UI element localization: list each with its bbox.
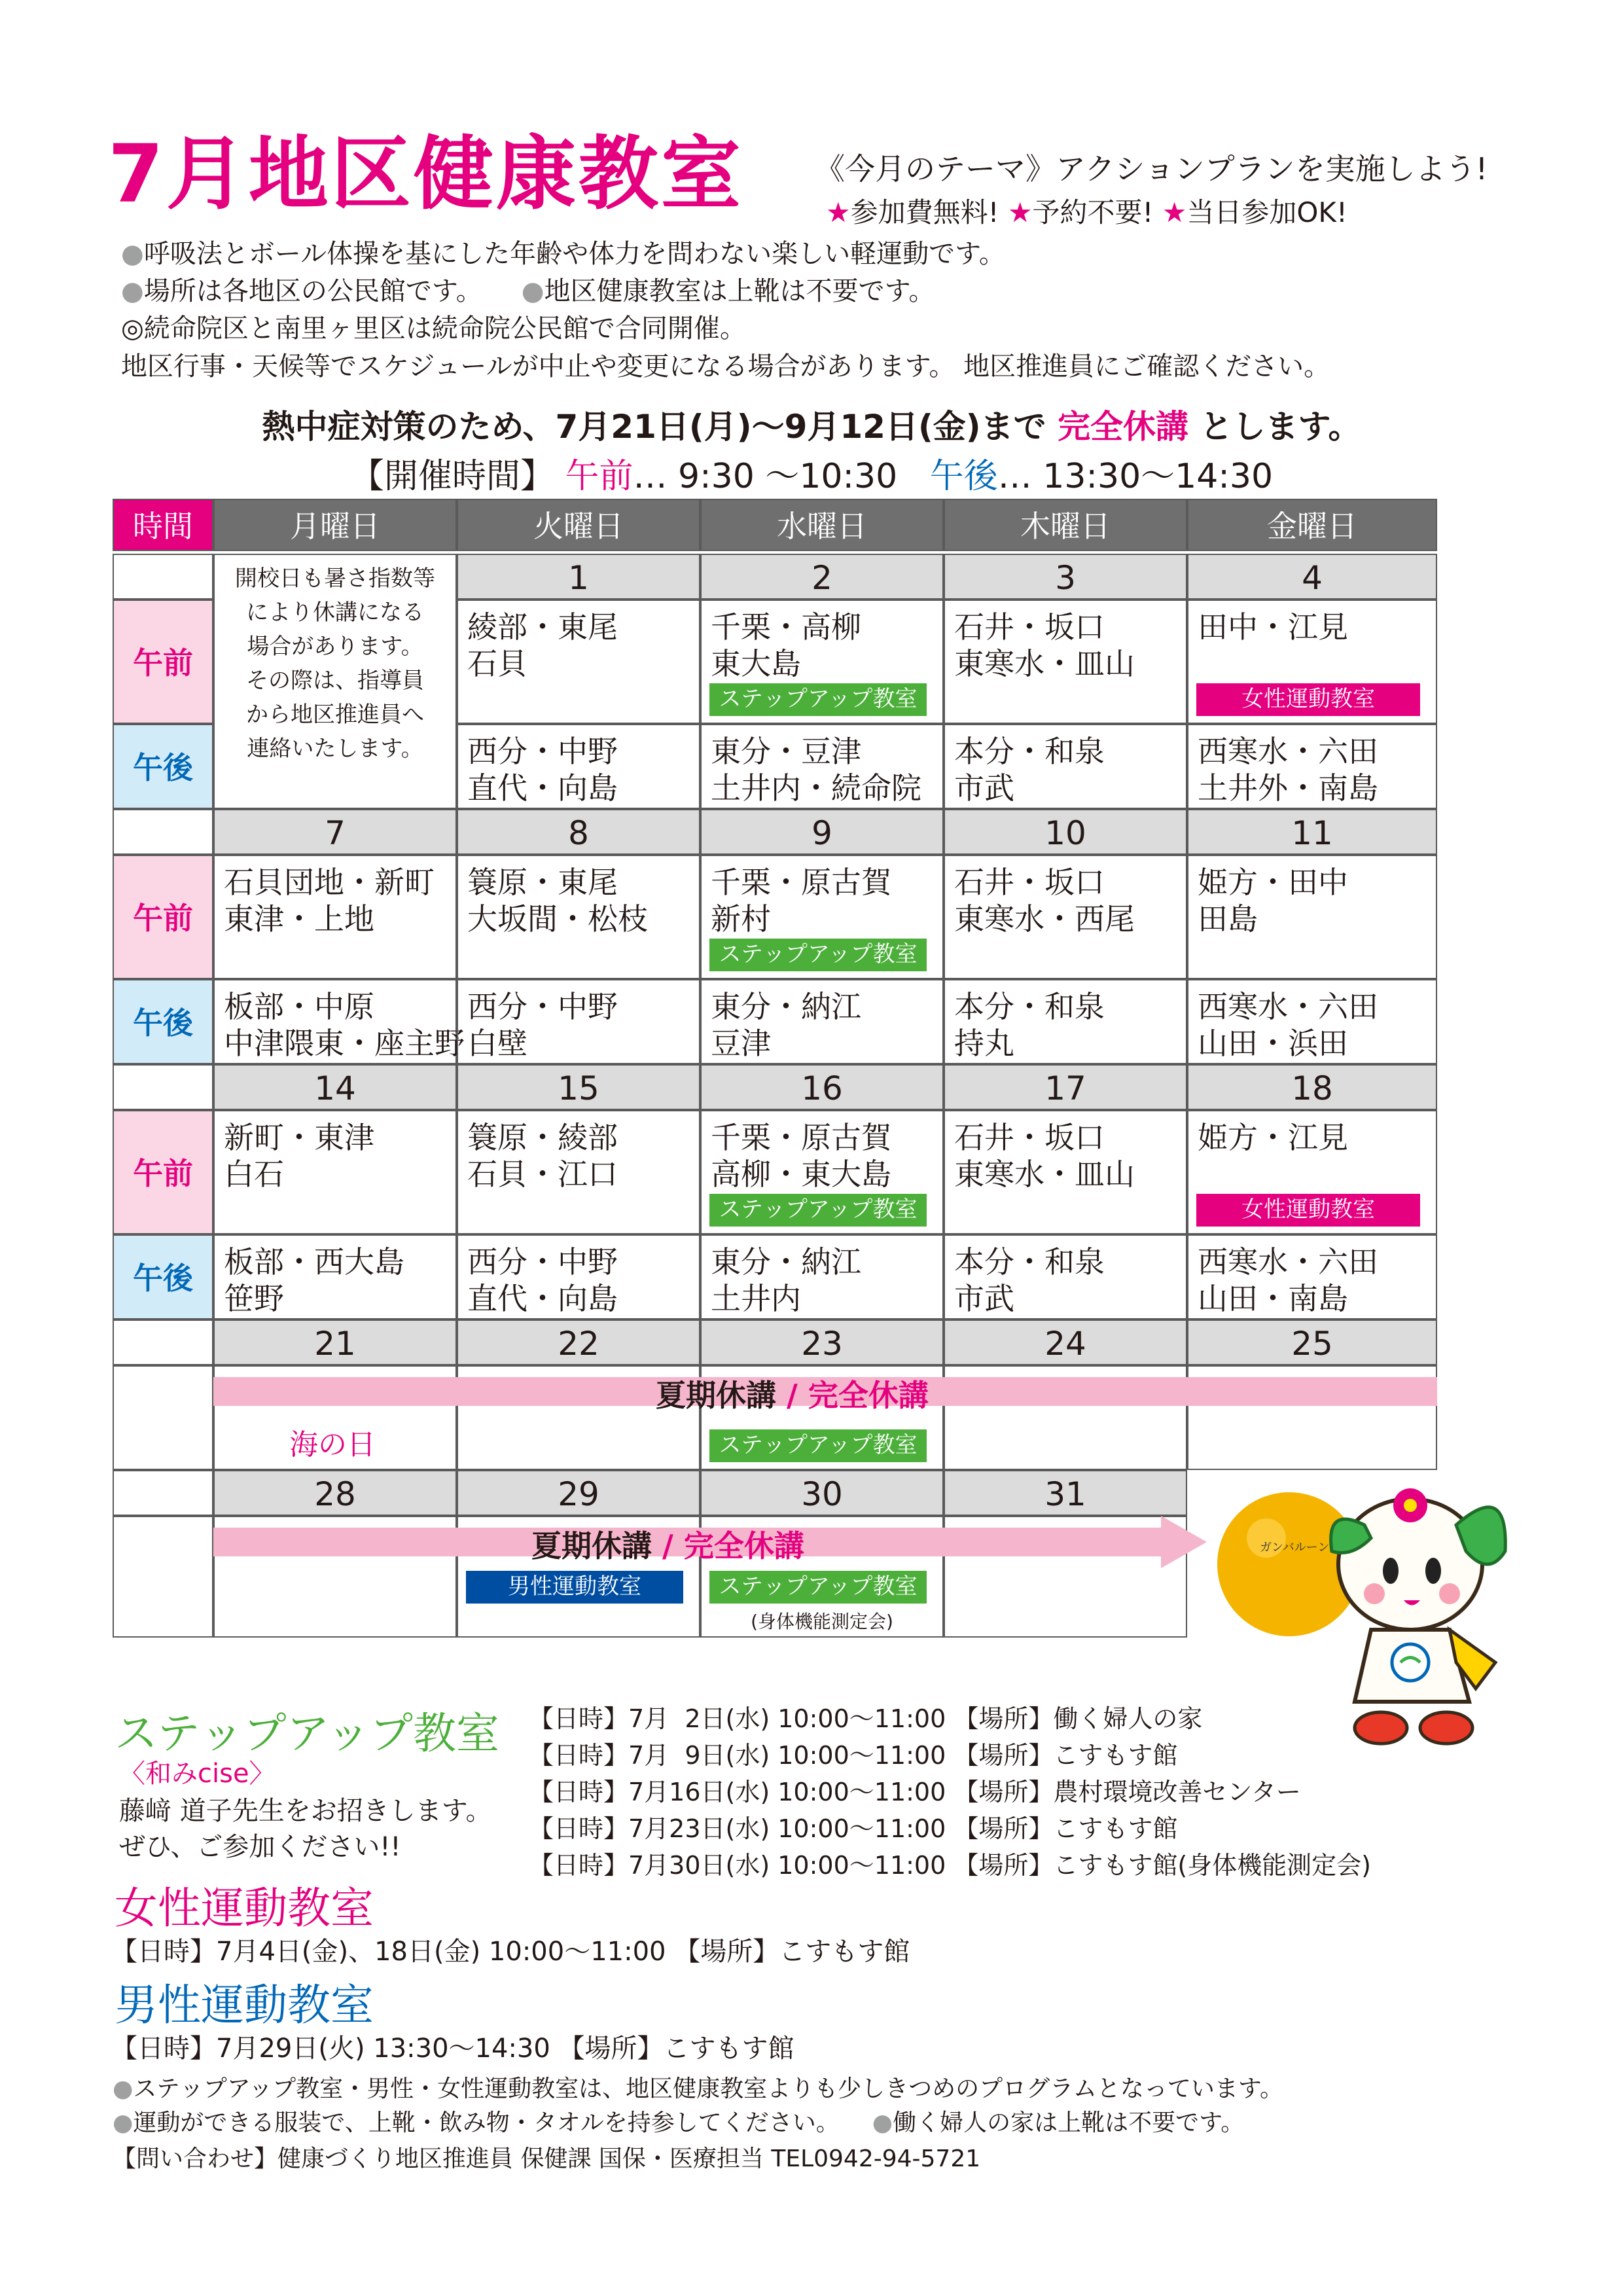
bullet-icon: ●: [113, 2075, 134, 2102]
empty-cell: [113, 809, 213, 855]
men-info: 【日時】7月29日(火) 13:30〜14:30 【場所】こすもす館: [111, 2034, 794, 2064]
men-title: 男性運動教室: [115, 1980, 374, 2030]
empty-cell: [113, 554, 213, 600]
pm-districts: 西分・中野 直代・向島: [457, 724, 700, 809]
stepup-class-tag: ステップアップ教室: [709, 1194, 927, 1227]
day-header: 月曜日: [213, 499, 457, 551]
free-item-sameday: 当日参加OK!: [1186, 196, 1347, 228]
footer-note-items: ●運動ができる服装で、上靴・飲み物・タオルを持参してください。 ●働く婦人の家は上靴は不要です。: [113, 2109, 1245, 2136]
date-cell: 1: [457, 554, 700, 600]
am-districts: 姫方・田中 田島: [1187, 855, 1437, 979]
date-cell: 7: [213, 809, 457, 855]
mascot-illustration: [1214, 1466, 1515, 1767]
date-cell: 10: [944, 809, 1187, 855]
day-header: 木曜日: [944, 499, 1187, 551]
date-cell: 29: [457, 1470, 700, 1516]
men-class-tag: 男性運動教室: [466, 1571, 683, 1604]
date-cell: 17: [944, 1064, 1187, 1110]
stepup-invite: ぜひ、ご参加ください!!: [119, 1832, 401, 1862]
pm-districts: 西分・中野 直代・向島: [457, 1234, 700, 1319]
ball-text: ガンバルーン: [1260, 1541, 1330, 1554]
date-cell: 2: [700, 554, 944, 600]
heat-notice: 熱中症対策のため、7月21日(月)〜9月12日(金)まで 完全休講 とします。: [262, 408, 1361, 446]
am-districts: 綾部・東尾 石貝: [457, 600, 700, 724]
am-districts: 石貝団地・新町 東津・上地: [213, 855, 457, 979]
date-cell: 11: [1187, 809, 1437, 855]
am-districts: 石井・坂口 東寒水・皿山: [944, 1110, 1187, 1234]
pm-label: 午後: [113, 979, 213, 1064]
star-icon: ★: [826, 196, 851, 228]
date-cell: 4: [1187, 554, 1437, 600]
date-cell: 31: [944, 1470, 1187, 1516]
note-exercise: ●呼吸法とボール体操を基にした年齢や体力を問わない楽しい軽運動です。: [121, 239, 1005, 269]
empty-cell: [113, 1516, 213, 1638]
pm-districts: 板部・西大島 笹野: [213, 1234, 457, 1319]
stepup-instructor: 藤﨑 道子先生をお招きします。: [119, 1796, 492, 1826]
free-item-fee: 参加費無料!: [850, 196, 999, 228]
star-icon: ★: [1162, 196, 1187, 228]
stepup-class-tag: ステップアップ教室: [709, 1429, 927, 1462]
pm-districts: 西寒水・六田 山田・南島: [1187, 1234, 1437, 1319]
page-title: 7月地区健康教室: [108, 128, 743, 221]
bullet-icon: ●: [121, 239, 144, 269]
am-districts: 簑原・東尾 大坂間・松枝: [457, 855, 700, 979]
holiday-label: 海の日: [289, 1428, 376, 1462]
am-districts: 石井・坂口 東寒水・皿山: [944, 600, 1187, 724]
date-cell: 21: [213, 1319, 457, 1365]
schedule-line: 【日時】7月30日(水) 10:00〜11:00 【場所】こすもす館(身体機能測定会): [529, 1851, 1372, 1880]
stepup-class-tag: ステップアップ教室: [709, 1571, 927, 1604]
women-title: 女性運動教室: [115, 1883, 374, 1933]
summer-break-label: 夏期休講 / 完全休講: [656, 1378, 929, 1413]
opening-hours: 【開催時間】 午前… 9:30 〜10:30 午後… 13:30〜14:30: [349, 457, 1274, 496]
empty-cell: [113, 1064, 213, 1110]
closure-note: 開校日も暑さ指数等 により休講になる 場合があります。 その際は、指導員 から地区推進員へ 連絡いたします。: [213, 554, 457, 809]
date-cell: 25: [1187, 1319, 1437, 1365]
pm-districts: 西分・中野 白壁: [457, 979, 700, 1064]
pm-districts: 東分・納江 土井内: [700, 1234, 944, 1319]
monthly-theme: 《今月のテーマ》アクションプランを実施しよう!: [815, 151, 1488, 187]
stepup-title: ステップアップ教室: [115, 1708, 500, 1759]
date-cell: 22: [457, 1319, 700, 1365]
am-districts: 新町・東津 白石: [213, 1110, 457, 1234]
am-label: 午前: [113, 600, 213, 724]
stepup-class-tag: ステップアップ教室: [709, 683, 927, 716]
pm-districts: 板部・中原 中津隈東・座主野: [213, 979, 457, 1064]
pm-label: 午後: [113, 724, 213, 809]
bullet-icon: ●: [521, 276, 544, 306]
date-cell: 30: [700, 1470, 944, 1516]
day-header: 火曜日: [457, 499, 700, 551]
am-districts: 簑原・綾部 石貝・江口: [457, 1110, 700, 1234]
am-label: 午前: [113, 855, 213, 979]
women-class-tag: 女性運動教室: [1196, 683, 1420, 716]
pm-label: 午後: [113, 1234, 213, 1319]
date-cell: 24: [944, 1319, 1187, 1365]
bullet-icon: ●: [113, 2109, 134, 2136]
bullet-icon: ●: [121, 276, 144, 306]
schedule-line: 【日時】7月 2日(水) 10:00〜11:00 【場所】働く婦人の家: [529, 1704, 1203, 1733]
pm-districts: 西寒水・六田 土井外・南島: [1187, 724, 1437, 809]
day-header: 水曜日: [700, 499, 944, 551]
pm-districts: 東分・納江 豆津: [700, 979, 944, 1064]
star-icon: ★: [1007, 196, 1033, 228]
women-info: 【日時】7月4日(金)、18日(金) 10:00〜11:00 【場所】こすもす館: [111, 1937, 910, 1967]
summer-break-label: 夏期休講 / 完全休講: [531, 1528, 804, 1564]
date-cell: 14: [213, 1064, 457, 1110]
date-cell: 3: [944, 554, 1187, 600]
note-joint: ◎続命院区と南里ヶ里区は続命院公民館で合同開催。: [121, 314, 746, 344]
free-item-reservation: 予約不要!: [1032, 196, 1154, 228]
pm-districts: 本分・和泉 市武: [944, 724, 1187, 809]
stepup-subtitle: 〈和みcise〉: [119, 1759, 276, 1789]
am-districts: 千栗・原古賀 高柳・東大島: [700, 1110, 944, 1234]
schedule-line: 【日時】7月16日(水) 10:00〜11:00 【場所】農村環境改善センター: [529, 1778, 1301, 1806]
pm-districts: 西寒水・六田 山田・浜田: [1187, 979, 1437, 1064]
stepup-class-tag: ステップアップ教室: [709, 939, 927, 971]
am-districts: 千栗・原古賀 新村: [700, 855, 944, 979]
note-change: 地区行事・天候等でスケジュールが中止や変更になる場合があります。 地区推進員にご確認ください。: [121, 351, 1330, 382]
date-cell: 15: [457, 1064, 700, 1110]
footer-note-program: ●ステップアップ教室・男性・女性運動教室は、地区健康教室よりも少しきつめのプログラムとなっています。: [113, 2075, 1283, 2102]
empty-cell: [113, 1319, 213, 1365]
empty-cell: [113, 1365, 213, 1470]
date-cell: 9: [700, 809, 944, 855]
date-cell: 23: [700, 1319, 944, 1365]
arrow-right-icon: [1161, 1516, 1207, 1568]
pm-districts: 本分・和泉 持丸: [944, 979, 1187, 1064]
date-cell: 8: [457, 809, 700, 855]
footer-contact: 【問い合わせ】健康づくり地区推進員 保健課 国保・医療担当 TEL0942-94-5721: [113, 2145, 981, 2172]
empty-cell: [113, 1470, 213, 1516]
note-venue: ●場所は各地区の公民館です。 ●地区健康教室は上靴は不要です。: [121, 276, 935, 306]
schedule-line: 【日時】7月23日(水) 10:00〜11:00 【場所】こすもす館: [529, 1814, 1178, 1843]
bullet-icon: ●: [872, 2109, 893, 2136]
date-cell: 28: [213, 1470, 457, 1516]
measurement-note: (身体機能測定会): [751, 1611, 893, 1632]
am-districts: 千栗・高柳 東大島: [700, 600, 944, 724]
pm-districts: 東分・豆津 土井内・続命院: [700, 724, 944, 809]
date-cell: 18: [1187, 1064, 1437, 1110]
day-header: 金曜日: [1187, 499, 1437, 551]
pm-districts: 本分・和泉 市武: [944, 1234, 1187, 1319]
am-districts: 田中・江見: [1187, 600, 1437, 724]
date-cell: 16: [700, 1064, 944, 1110]
women-class-tag: 女性運動教室: [1196, 1194, 1420, 1227]
schedule-line: 【日時】7月 9日(水) 10:00〜11:00 【場所】こすもす館: [529, 1741, 1178, 1770]
am-districts: 姫方・江見: [1187, 1110, 1437, 1234]
time-header: 時間: [113, 499, 213, 551]
am-districts: 石井・坂口 東寒水・西尾: [944, 855, 1187, 979]
am-label: 午前: [113, 1110, 213, 1234]
free-items: [826, 191, 1347, 230]
